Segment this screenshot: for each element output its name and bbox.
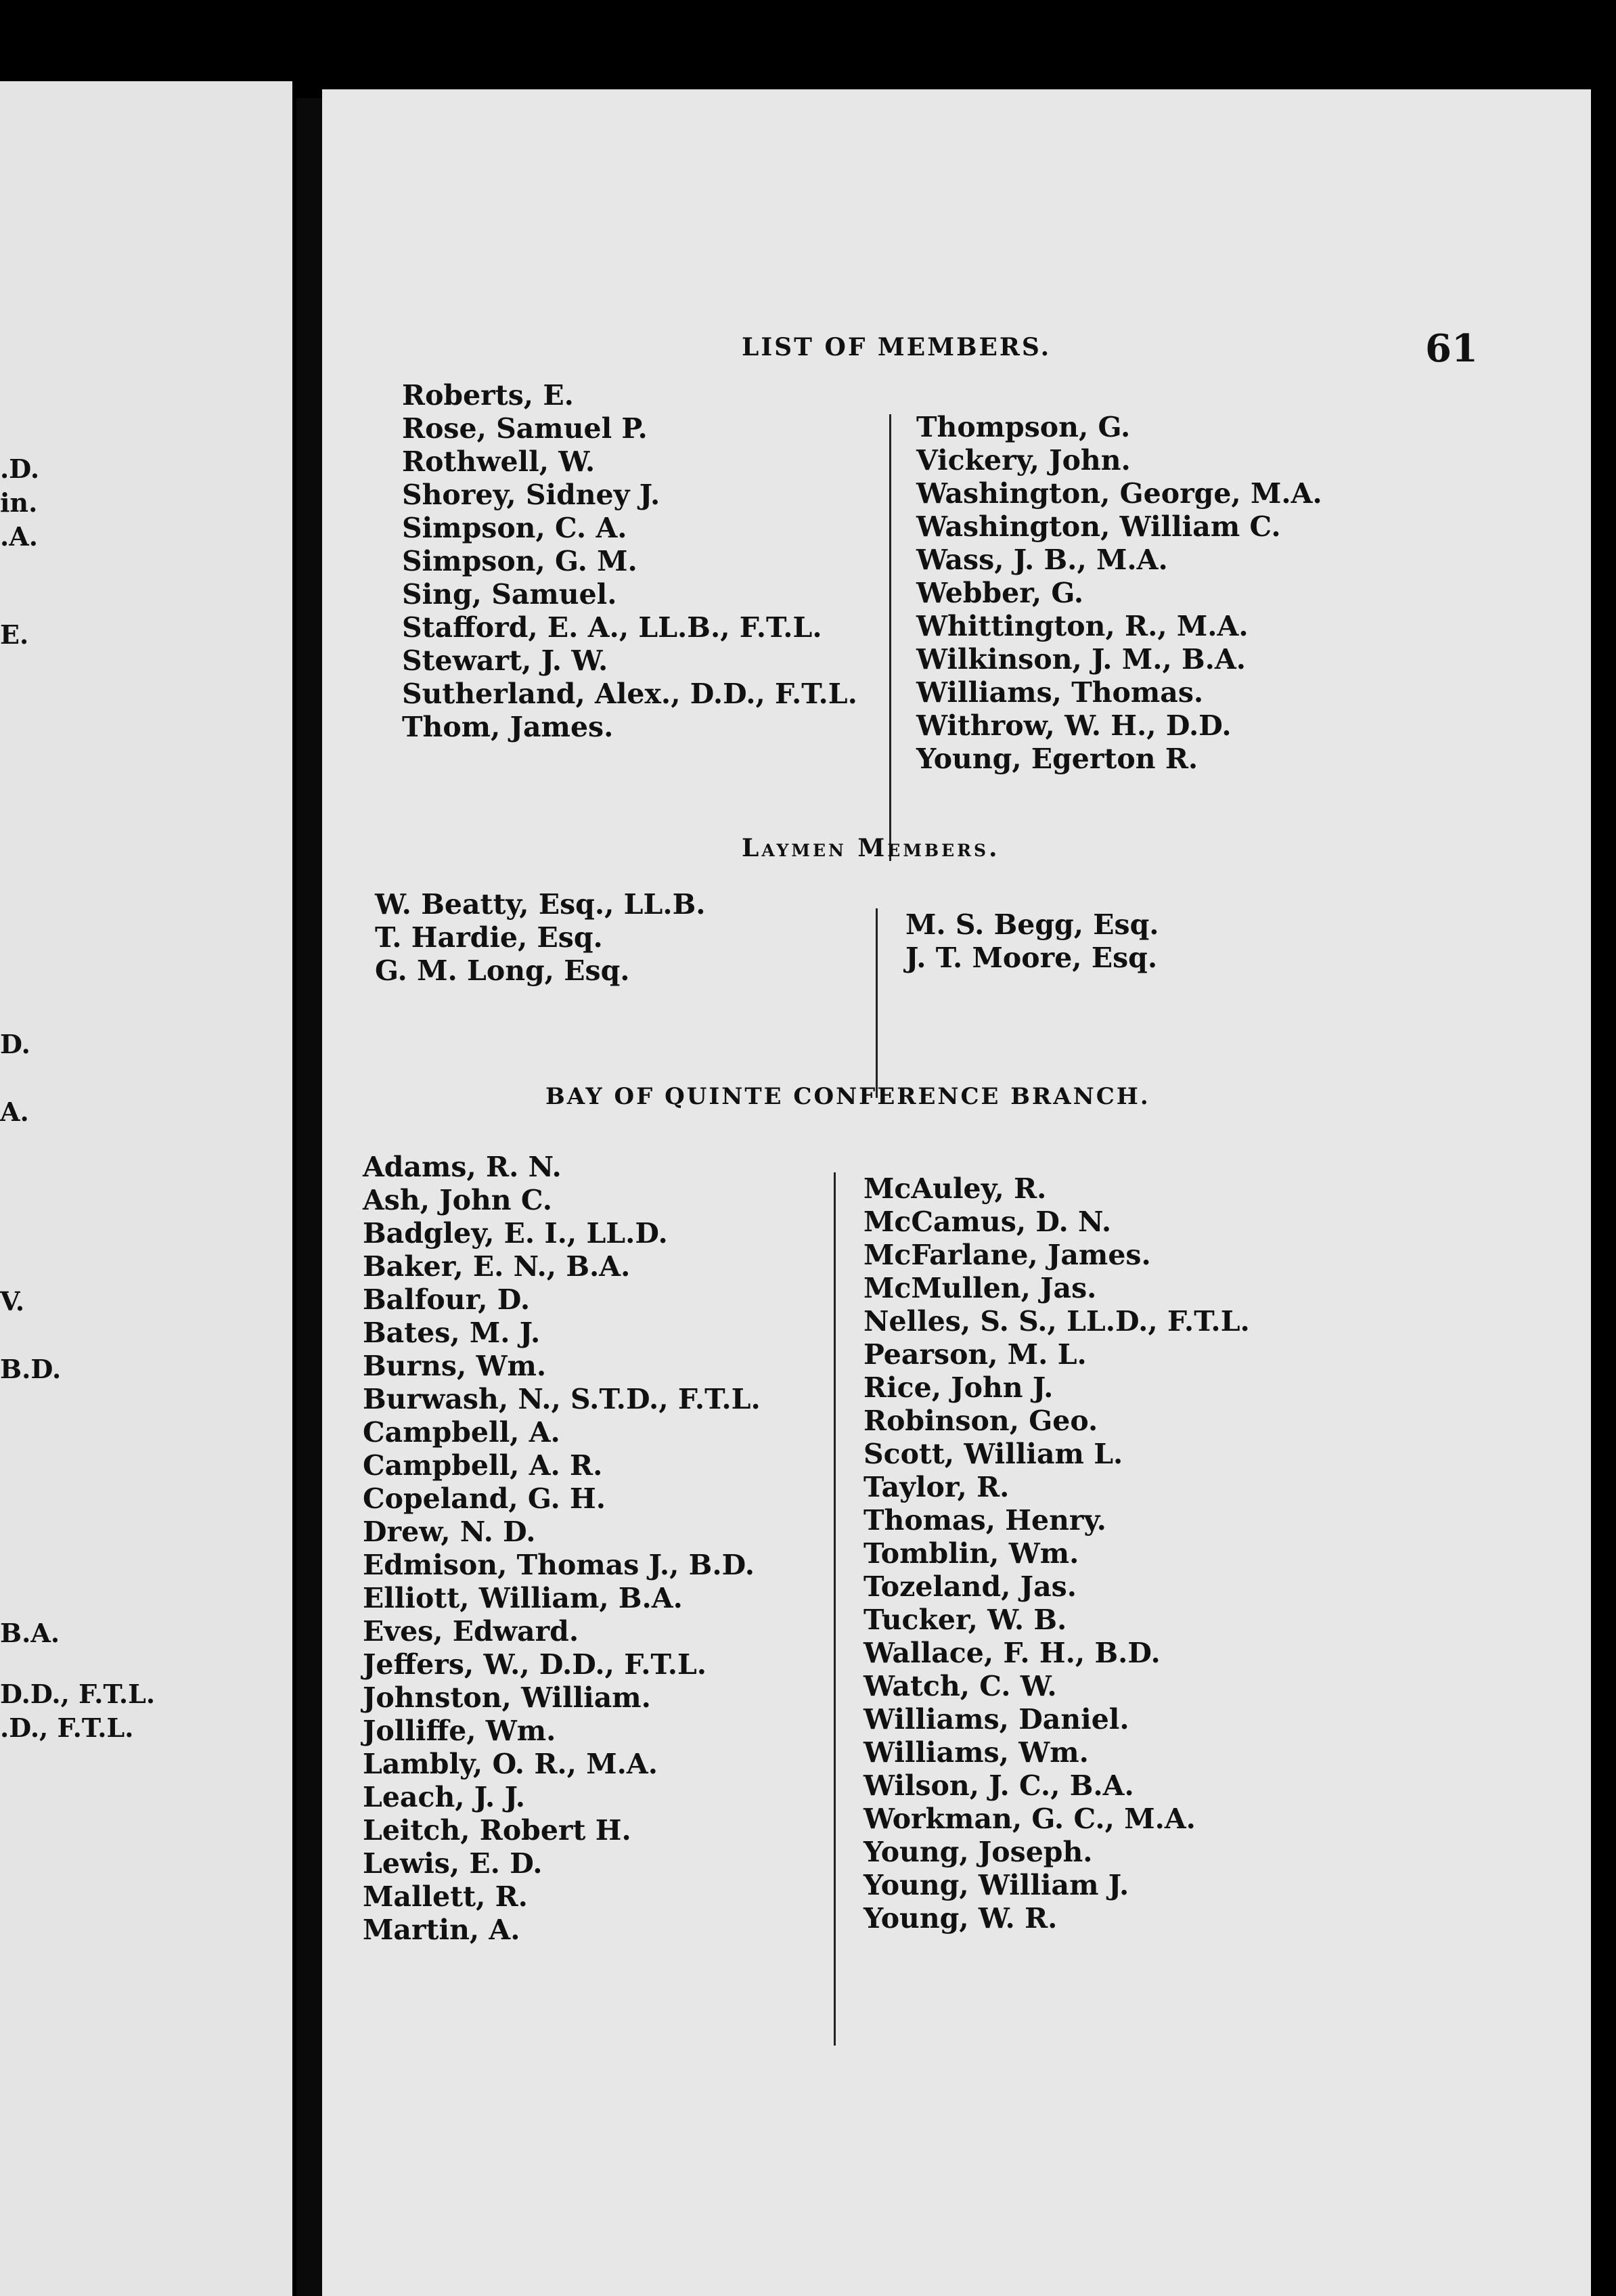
member-entry: Tozeland, Jas. (863, 1570, 1077, 1603)
member-entry: Campbell, A. (363, 1416, 560, 1449)
column-rule (889, 414, 891, 861)
member-entry: Vickery, John. (916, 444, 1131, 477)
member-entry: Young, William J. (863, 1869, 1129, 1901)
member-entry: Bates, M. J. (363, 1317, 541, 1349)
member-entry: Stafford, E. A., LL.B., F.T.L. (402, 611, 822, 644)
member-entry: Baker, E. N., B.A. (363, 1250, 631, 1283)
member-entry: Williams, Daniel. (863, 1703, 1129, 1736)
member-entry: Webber, G. (916, 577, 1084, 609)
column-rule (834, 1172, 836, 2046)
member-entry: Sing, Samuel. (402, 578, 617, 611)
page-gutter (296, 98, 322, 2296)
member-entry: Rose, Samuel P. (402, 412, 648, 445)
running-head: LIST OF MEMBERS. (742, 333, 1052, 361)
member-entry: Roberts, E. (402, 379, 574, 412)
member-entry: J. T. Moore, Esq. (905, 942, 1158, 974)
left-fragment: A. (0, 1097, 29, 1127)
member-entry: Lambly, O. R., M.A. (363, 1748, 658, 1780)
member-entry: Leitch, Robert H. (363, 1814, 631, 1847)
member-entry: Johnston, William. (363, 1681, 651, 1714)
member-entry: Whittington, R., M.A. (916, 610, 1249, 642)
bay-list-right (863, 1172, 1250, 1935)
left-fragment: E. (0, 619, 29, 650)
laymen-heading: Laymen Members. (742, 834, 1000, 862)
member-entry: Stewart, J. W. (402, 644, 608, 677)
left-fragment: V. (0, 1286, 25, 1317)
member-entry: Drew, N. D. (363, 1516, 536, 1548)
member-entry: Scott, William L. (863, 1438, 1123, 1470)
member-entry: Nelles, S. S., LL.D., F.T.L. (863, 1305, 1250, 1338)
member-entry: Rothwell, W. (402, 445, 596, 478)
member-entry: Copeland, G. H. (363, 1482, 606, 1515)
member-entry: Wilkinson, J. M., B.A. (916, 643, 1247, 676)
member-entry: Jolliffe, Wm. (363, 1715, 556, 1747)
member-entry: Simpson, G. M. (402, 545, 637, 577)
left-fragment: D.D., F.T.L. (0, 1679, 156, 1709)
member-entry: Wass, J. B., M.A. (916, 544, 1168, 576)
member-entry: Rice, John J. (863, 1371, 1054, 1404)
bay-list-left (363, 1151, 761, 1947)
member-entry: W. Beatty, Esq., LL.B. (375, 888, 706, 921)
member-entry: Thom, James. (402, 711, 614, 743)
member-entry: Thompson, G. (916, 411, 1131, 443)
member-entry: Adams, R. N. (363, 1151, 562, 1183)
members-list-left (402, 379, 857, 744)
page-header (742, 326, 1486, 374)
member-entry: Balfour, D. (363, 1283, 531, 1316)
member-entry: Young, Joseph. (863, 1836, 1093, 1868)
member-entry: Simpson, C. A. (402, 512, 627, 544)
member-entry: McMullen, Jas. (863, 1272, 1097, 1304)
left-fragment: D. (0, 1029, 30, 1059)
member-entry: McCamus, D. N. (863, 1206, 1112, 1238)
members-list-right (916, 411, 1322, 776)
page-number: 61 (1425, 326, 1478, 371)
previous-page-strip (0, 81, 292, 2296)
member-entry: Wallace, F. H., B.D. (863, 1637, 1161, 1669)
member-entry: Martin, A. (363, 1914, 520, 1946)
member-entry: Williams, Thomas. (916, 676, 1204, 709)
page-61 (322, 89, 1591, 2296)
member-entry: Burns, Wm. (363, 1350, 547, 1382)
member-entry: Pearson, M. L. (863, 1338, 1087, 1371)
member-entry: Ash, John C. (363, 1184, 553, 1216)
member-entry: Edmison, Thomas J., B.D. (363, 1549, 755, 1581)
member-entry: Thomas, Henry. (863, 1504, 1106, 1537)
member-entry: M. S. Begg, Esq. (905, 908, 1159, 941)
member-entry: Tomblin, Wm. (863, 1537, 1079, 1570)
member-entry: Jeffers, W., D.D., F.T.L. (363, 1648, 707, 1681)
laymen-list-right (905, 908, 1159, 975)
member-entry: Shorey, Sidney J. (402, 479, 660, 511)
member-entry: McAuley, R. (863, 1172, 1047, 1205)
member-entry: Badgley, E. I., LL.D. (363, 1217, 668, 1250)
left-fragment: .D. (0, 454, 40, 484)
member-entry: Young, Egerton R. (916, 743, 1198, 775)
member-entry: Sutherland, Alex., D.D., F.T.L. (402, 678, 857, 710)
member-entry: Campbell, A. R. (363, 1449, 603, 1482)
left-fragment: .A. (0, 521, 38, 552)
member-entry: Leach, J. J. (363, 1781, 526, 1813)
member-entry: Watch, C. W. (863, 1670, 1057, 1702)
left-fragment: in. (0, 487, 38, 518)
member-entry: T. Hardie, Esq. (375, 921, 603, 954)
member-entry: Workman, G. C., M.A. (863, 1803, 1196, 1835)
left-fragment: B.A. (0, 1618, 60, 1648)
member-entry: G. M. Long, Esq. (375, 954, 630, 987)
member-entry: Mallett, R. (363, 1880, 528, 1913)
member-entry: Burwash, N., S.T.D., F.T.L. (363, 1383, 761, 1415)
member-entry: Withrow, W. H., D.D. (916, 709, 1232, 742)
member-entry: Williams, Wm. (863, 1736, 1089, 1769)
member-entry: Robinson, Geo. (863, 1405, 1098, 1437)
member-entry: Taylor, R. (863, 1471, 1010, 1503)
member-entry: Elliott, William, B.A. (363, 1582, 683, 1614)
left-fragment: B.D. (0, 1354, 62, 1384)
member-entry: McFarlane, James. (863, 1239, 1151, 1271)
member-entry: Young, W. R. (863, 1902, 1058, 1935)
laymen-list-left (375, 888, 706, 988)
member-entry: Lewis, E. D. (363, 1847, 543, 1880)
member-entry: Eves, Edward. (363, 1615, 579, 1648)
left-fragment: .D., F.T.L. (0, 1713, 134, 1743)
member-entry: Washington, William C. (916, 510, 1281, 543)
column-rule (876, 908, 878, 1098)
bay-of-quinte-heading: BAY OF QUINTE CONFERENCE BRANCH. (545, 1083, 1150, 1110)
member-entry: Wilson, J. C., B.A. (863, 1769, 1134, 1802)
member-entry: Tucker, W. B. (863, 1604, 1067, 1636)
member-entry: Washington, George, M.A. (916, 477, 1322, 510)
